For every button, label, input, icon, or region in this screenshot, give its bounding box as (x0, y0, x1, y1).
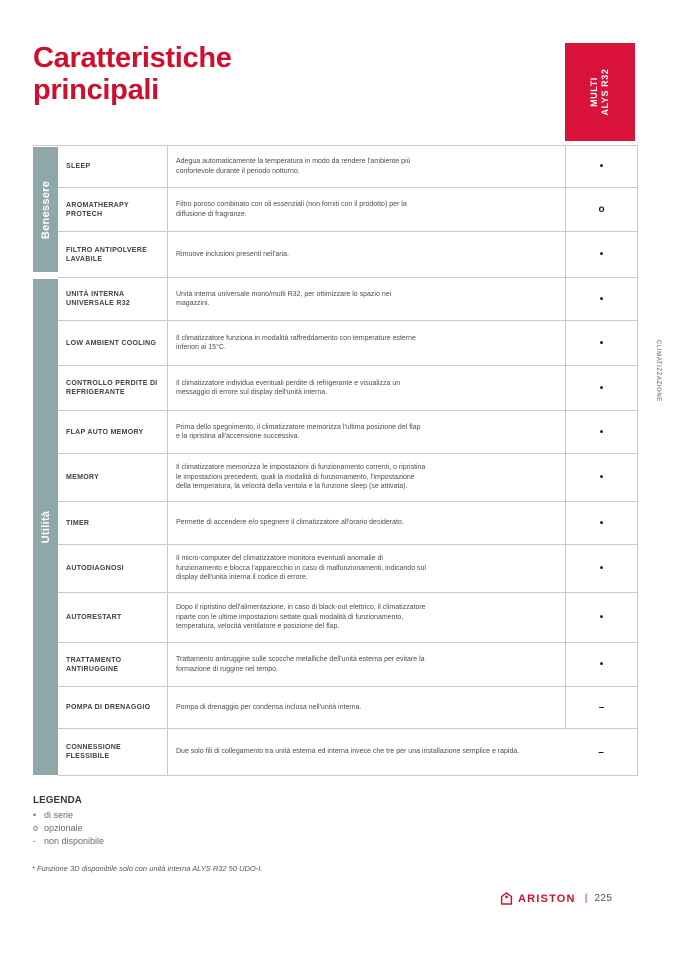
group-label: Benessere (39, 180, 52, 239)
feature-description-text: Due solo fili di collegamento tra unità esterna ed interna invece che tre per una installazione semplice e rapida. (176, 748, 520, 756)
ariston-house-icon (500, 892, 513, 905)
availability-symbol: • (565, 366, 637, 410)
footer-separator: | (584, 893, 588, 904)
feature-description-text: Trattamento antiruggine sulle scocche metalliche dell'unità esterna per evitare la formazione di ruggine nel tempo. (176, 656, 425, 673)
feature-name: LOW AMBIENT COOLING (66, 339, 157, 347)
feature-description (167, 232, 565, 277)
legend-symbol: o (33, 823, 39, 833)
feature-name: MEMORY (66, 474, 100, 481)
product-tab (565, 43, 635, 141)
legend-title: LEGENDA (33, 795, 82, 806)
table-rows (58, 146, 638, 776)
feature-name: TIMER (66, 519, 90, 527)
feature-name: TRATTAMENTO ANTIRUGGINE (66, 656, 122, 673)
feature-description (167, 545, 565, 592)
legend-symbol: - (33, 836, 36, 846)
feature-description-text: Filtro poroso combinato con oli essenziali (non forniti con il prodotto) per la diffusione di fragranze. (176, 201, 407, 218)
availability-symbol: • (565, 278, 637, 320)
feature-description (167, 366, 565, 410)
feature-name: UNITÀ INTERNA UNIVERSALE R32 (66, 291, 131, 307)
features-table (33, 145, 638, 776)
feature-description (167, 146, 565, 187)
product-tab-line1: MULTI (589, 77, 599, 107)
legend-label: di serie (44, 810, 74, 820)
feature-description-text: Il micro-computer del climatizzatore monitora eventuali anomalie di funzionamento e blocca l'apparecchio in caso di malfunzionamenti, indicando sul display dell'unità interna il codice di errore. (176, 555, 426, 582)
legend-item (33, 822, 104, 835)
page-footer (500, 892, 613, 905)
availability-symbol: – (598, 746, 604, 758)
table-row (58, 643, 637, 687)
feature-description (167, 321, 565, 365)
table-row (58, 454, 637, 502)
availability-symbol: • (565, 454, 637, 501)
feature-description (167, 411, 565, 453)
table-row (58, 729, 637, 776)
table-row (58, 502, 637, 545)
table-row (58, 146, 637, 188)
table-row (58, 366, 637, 411)
page-number: 225 (594, 893, 613, 904)
page-title-line1: Caratteristiche (33, 42, 232, 74)
page-title-line2: principali (33, 74, 159, 106)
product-tab-label (589, 69, 611, 116)
feature-description (167, 502, 565, 544)
table-row (58, 278, 637, 321)
feature-description-text: Pompa di drenaggio per condensa inclusa nell'unità interna. (176, 703, 362, 711)
availability-symbol: • (565, 643, 637, 686)
availability-symbol: • (565, 593, 637, 642)
table-row (58, 232, 637, 278)
feature-description-text: Unità interna universale mono/multi R32, per ottimizzare lo spazio nei magazzini. (176, 290, 392, 307)
availability-symbol: • (565, 232, 637, 277)
feature-description-text: Il climatizzatore funziona in modalità raffreddamento con temperature esterne inferiori ai 15°C. (176, 334, 416, 351)
brand-name: ARISTON (518, 892, 576, 905)
feature-description (167, 188, 565, 231)
legend-item (33, 835, 104, 848)
feature-description (167, 278, 565, 320)
table-row (58, 411, 637, 454)
feature-description-text: Permette di accendere e/o spegnere il climatizzatore all'orario desiderato. (176, 519, 404, 527)
availability-symbol: • (565, 411, 637, 453)
feature-description-text: Il climatizzatore individua eventuali perdite di refrigerante e visualizza un messaggio di errore sul display dell'unità interna. (176, 379, 401, 396)
feature-name: CONNESSIONE FLESSIBILE (66, 744, 122, 760)
section-vertical-label: CLIMATIZZAZIONE (655, 340, 661, 402)
legend-item (33, 809, 104, 822)
legend-symbol: • (33, 810, 37, 820)
legend-label: non disponibile (44, 836, 105, 846)
group-header-benessere (33, 147, 58, 272)
feature-description (167, 687, 565, 728)
feature-description (167, 593, 565, 642)
feature-name: AROMATHERAPY PROTECH (66, 201, 129, 218)
table-row (58, 188, 637, 232)
page-title (33, 42, 232, 106)
feature-name: POMPA DI DRENAGGIO (66, 704, 151, 711)
table-row (58, 687, 637, 729)
availability-symbol: – (565, 687, 637, 728)
feature-description-text: Dopo il ripristino dell'alimentazione, in caso di black-out elettrico, il climatizzatore riparte con le ultime impostazioni settate quali modalità di funzionamento, temperatura, velocità ventilatore e posizione del flap. (176, 604, 426, 631)
feature-description-text: Rimuove inclusioni presenti nell'aria. (176, 250, 290, 258)
availability-symbol: • (565, 146, 637, 187)
feature-name: CONTROLLO PERDITE DI REFRIGERANTE (66, 380, 158, 396)
feature-description (167, 643, 565, 686)
feature-description-text: Prima dello spegnimento, il climatizzatore memorizza l'ultima posizione del flap e la ripristina all'accensione successiva. (176, 423, 421, 440)
table-row (58, 593, 637, 643)
product-tab-line2: ALYS R32 (600, 68, 610, 116)
feature-name: SLEEP (66, 163, 91, 170)
footnote: * Funzione 3D disponibile solo con unità interna ALYS R32 50 UDO-I. (32, 864, 263, 873)
availability-symbol: • (565, 545, 637, 592)
legend-label: opzionale (44, 823, 83, 833)
feature-description-text: Adegua automaticamente la temperatura in modo da rendere l'ambiente più confortevole durante il periodo notturno. (176, 158, 411, 175)
legend (33, 795, 104, 848)
table-row (58, 545, 637, 593)
feature-description (167, 729, 565, 775)
group-label: Utilità (39, 510, 52, 544)
feature-name: FLAP AUTO MEMORY (66, 428, 144, 436)
feature-description (167, 454, 565, 501)
feature-description-text: Il climatizzatore memorizza le impostazioni di funzionamento correnti, o ripristina le impostazioni precedenti, quali la modalità di funzionamento, l'impostazione della temperatura, la velocità della ventola e la funzione sleep (se attivata). (176, 464, 426, 491)
availability-symbol: • (565, 321, 637, 365)
feature-name: AUTODIAGNOSI (66, 565, 124, 572)
table-row (58, 321, 637, 366)
feature-name: FILTRO ANTIPOLVERE LAVABILE (66, 246, 148, 263)
group-header-utilita (33, 279, 58, 775)
availability-symbol: • (565, 502, 637, 544)
feature-name: AUTORESTART (66, 614, 122, 621)
availability-symbol: o (565, 188, 637, 231)
